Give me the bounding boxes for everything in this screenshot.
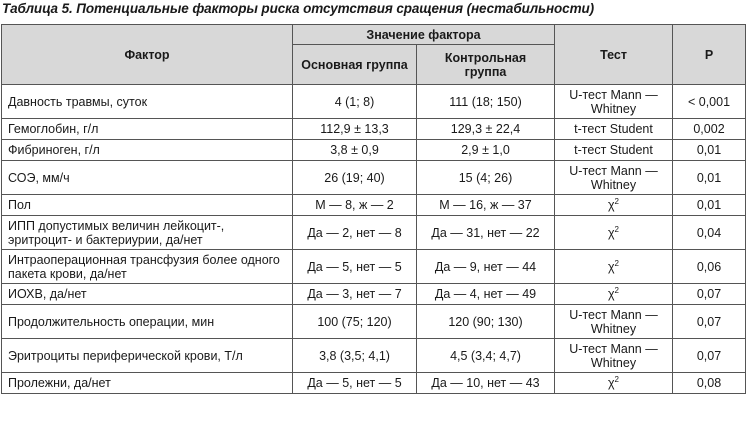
test-cell: U-тест Mann — Whitney (555, 161, 673, 195)
table-row (2, 373, 746, 394)
test-cell: $\chi^2$ (555, 284, 673, 305)
p-value-cell: < 0,001 (673, 85, 746, 119)
factor-cell: ИОХВ, да/нет (2, 284, 293, 305)
header-factor: Фактор (2, 25, 293, 85)
p-value-cell: 0,01 (673, 140, 746, 161)
main-group-cell: Да — 5, нет — 5 (293, 373, 417, 394)
chi-square-superscript: 2 (614, 224, 619, 234)
test-cell: $\chi^2$ (555, 195, 673, 216)
test-cell: U-тест Mann — Whitney (555, 305, 673, 339)
test-cell: U-тест Mann — Whitney (555, 339, 673, 373)
factor-cell: Гемоглобин, г/л (2, 119, 293, 140)
main-group-cell: 100 (75; 120) (293, 305, 417, 339)
main-group-cell: М — 8, ж — 2 (293, 195, 417, 216)
control-group-cell: Да — 9, нет — 44 (417, 250, 555, 284)
factor-cell: Пол (2, 195, 293, 216)
main-group-cell: Да — 5, нет — 5 (293, 250, 417, 284)
chi-square-superscript: 2 (614, 285, 619, 295)
factor-cell: Интраоперационная трансфузия более одного пакета крови, да/нет (2, 250, 293, 284)
table-row (2, 195, 746, 216)
main-group-cell: 26 (19; 40) (293, 161, 417, 195)
p-value-cell: 0,06 (673, 250, 746, 284)
control-group-cell: Да — 10, нет — 43 (417, 373, 555, 394)
chi-square-superscript: 2 (614, 196, 619, 206)
p-value-cell: 0,04 (673, 216, 746, 250)
table-row (2, 119, 746, 140)
table-row (2, 284, 746, 305)
control-group-cell: 2,9 ± 1,0 (417, 140, 555, 161)
table-caption: Таблица 5. Потенциальные факторы риска отсутствия сращения (нестабильности) (2, 1, 595, 16)
p-value-cell: 0,08 (673, 373, 746, 394)
test-cell: t-тест Student (555, 140, 673, 161)
test-cell: $\chi^2$ (555, 373, 673, 394)
factor-cell: СОЭ, мм/ч (2, 161, 293, 195)
p-value-cell: 0,01 (673, 195, 746, 216)
risk-factors-table (1, 24, 746, 394)
factor-cell: Продолжительность операции, мин (2, 305, 293, 339)
control-group-cell: М — 16, ж — 37 (417, 195, 555, 216)
factor-cell: Давность травмы, суток (2, 85, 293, 119)
test-cell: t-тест Student (555, 119, 673, 140)
factor-cell: ИПП допустимых величин лейкоцит-, эритроцит- и бактериурии, да/нет (2, 216, 293, 250)
header-control-group: Контрольная группа (417, 45, 555, 85)
p-value-cell: 0,07 (673, 339, 746, 373)
main-group-cell: 4 (1; 8) (293, 85, 417, 119)
header-main-group: Основная группа (293, 45, 417, 85)
control-group-cell: Да — 4, нет — 49 (417, 284, 555, 305)
p-value-cell: 0,07 (673, 284, 746, 305)
table-row (2, 140, 746, 161)
control-group-cell: 129,3 ± 22,4 (417, 119, 555, 140)
main-group-cell: Да — 2, нет — 8 (293, 216, 417, 250)
control-group-cell: 15 (4; 26) (417, 161, 555, 195)
table-row (2, 85, 746, 119)
main-group-cell: 3,8 (3,5; 4,1) (293, 339, 417, 373)
main-group-cell: Да — 3, нет — 7 (293, 284, 417, 305)
main-group-cell: 3,8 ± 0,9 (293, 140, 417, 161)
control-group-cell: 111 (18; 150) (417, 85, 555, 119)
chi-square-superscript: 2 (614, 374, 619, 384)
header-value-group: Значение фактора (293, 25, 555, 45)
header-p: P (673, 25, 746, 85)
control-group-cell: 120 (90; 130) (417, 305, 555, 339)
factor-cell: Эритроциты периферической крови, Т/л (2, 339, 293, 373)
control-group-cell: Да — 31, нет — 22 (417, 216, 555, 250)
main-group-cell: 112,9 ± 13,3 (293, 119, 417, 140)
test-cell: U-тест Mann — Whitney (555, 85, 673, 119)
table-row (2, 339, 746, 373)
factor-cell: Фибриноген, г/л (2, 140, 293, 161)
table-row (2, 305, 746, 339)
test-cell: $\chi^2$ (555, 216, 673, 250)
table-row (2, 161, 746, 195)
p-value-cell: 0,01 (673, 161, 746, 195)
chi-square-superscript: 2 (614, 258, 619, 268)
table-row (2, 250, 746, 284)
control-group-cell: 4,5 (3,4; 4,7) (417, 339, 555, 373)
table-row (2, 216, 746, 250)
header-test: Тест (555, 25, 673, 85)
test-cell: $\chi^2$ (555, 250, 673, 284)
p-value-cell: 0,002 (673, 119, 746, 140)
p-value-cell: 0,07 (673, 305, 746, 339)
factor-cell: Пролежни, да/нет (2, 373, 293, 394)
